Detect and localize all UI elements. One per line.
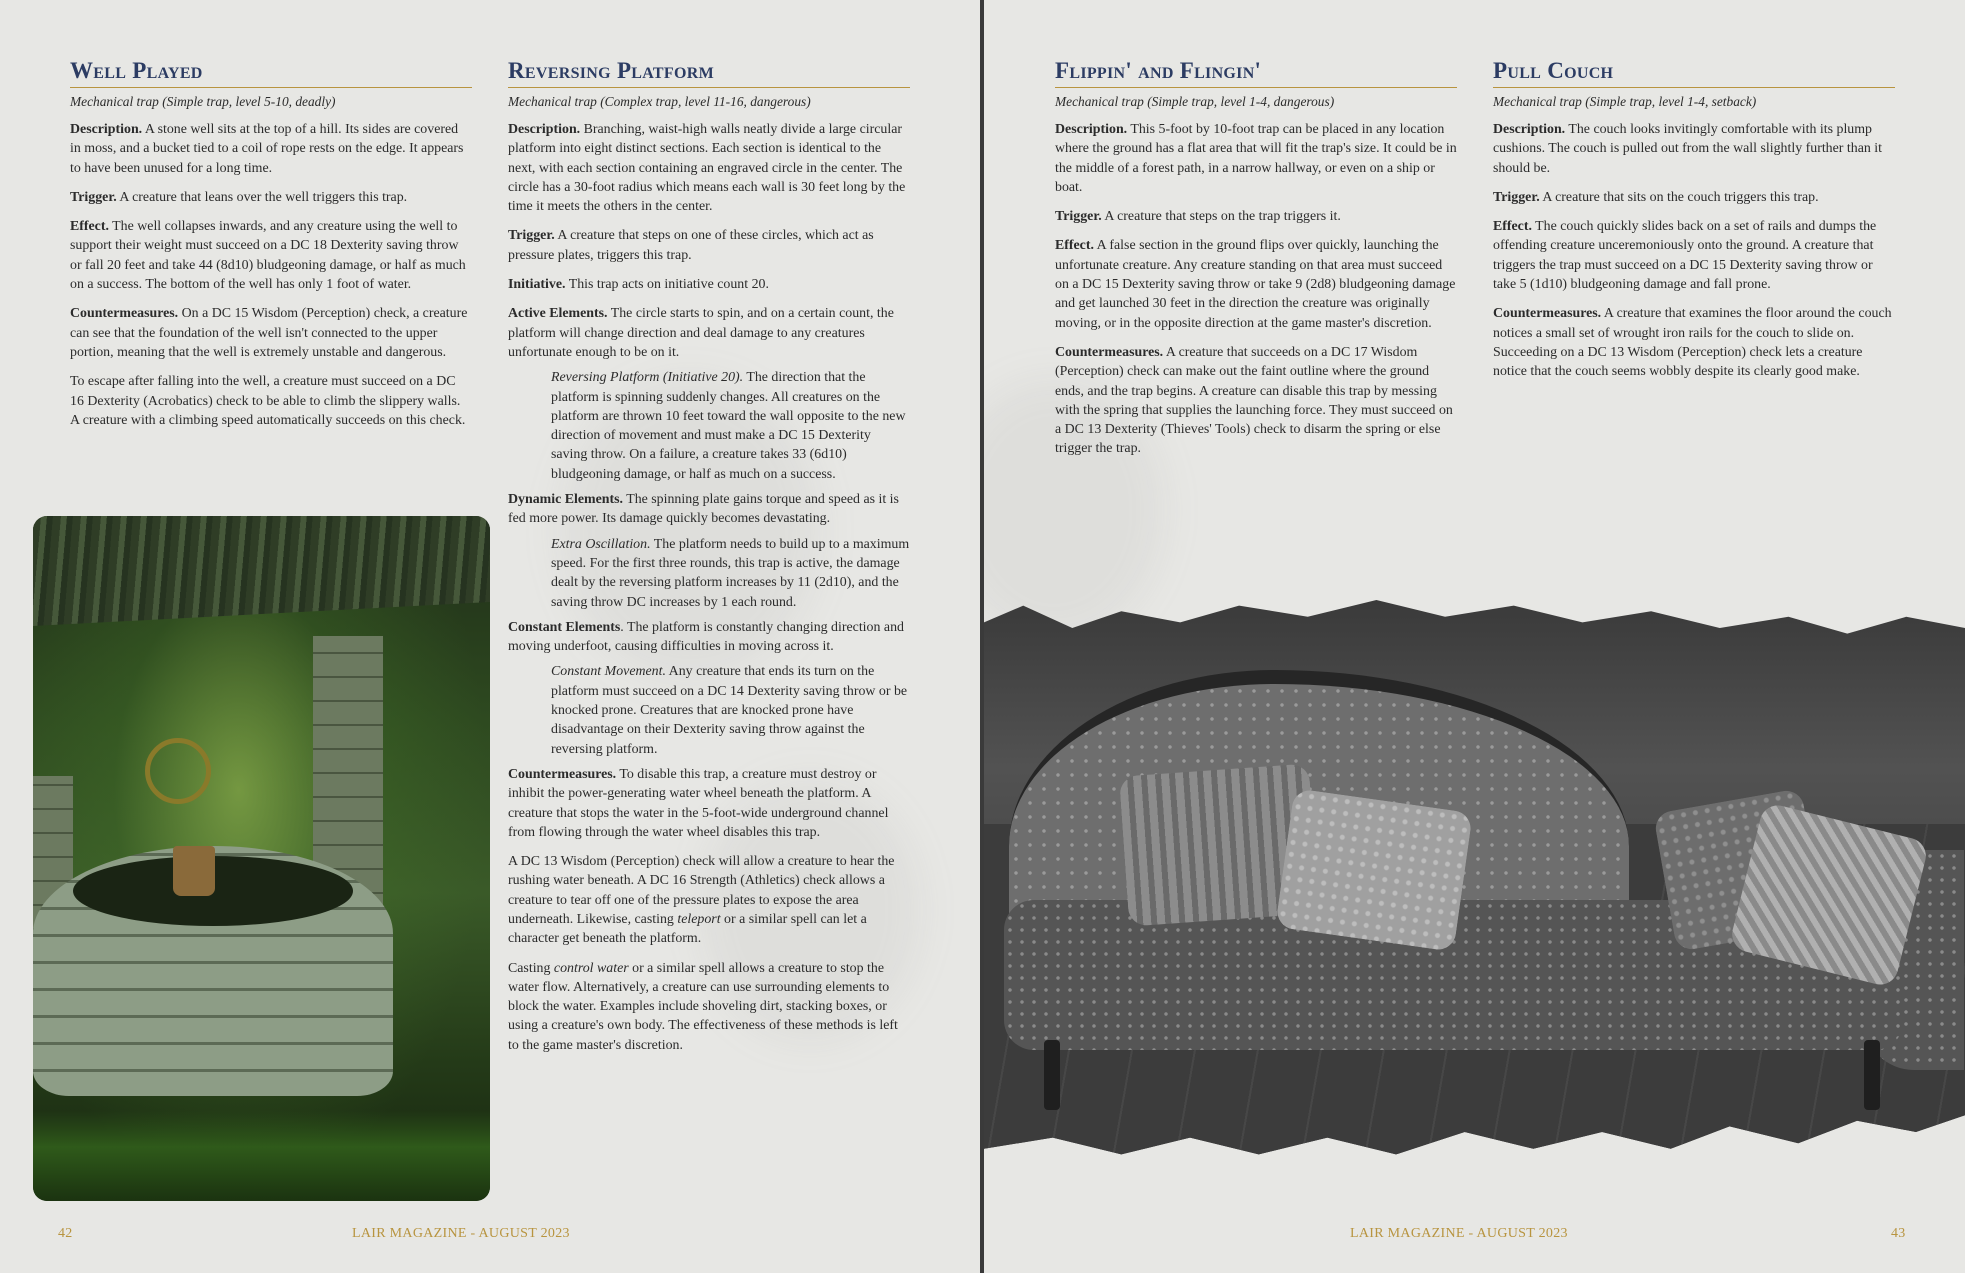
countermeasures-text: A creature that examines the floor around the couch notices a small set of wrought iron rails for the couch to slide on. Succeeding on a DC 13 Wisdom (Perception) check lets a creature notice that the couch seems wobbly despite its clearly good make. [1493, 306, 1892, 380]
well-bucket [173, 846, 215, 896]
couch-illustration [984, 600, 1965, 1160]
extra-oscillation-text: The platform needs to build up to a maximum speed. For the first three rounds, this trap is active, the damage dealt by the reversing platform increases by 11 (2d10), and the saving throw DC increases by 1 each round. [551, 536, 910, 610]
couch-leg [1044, 1040, 1060, 1110]
extra-oscillation-paragraph [551, 535, 910, 612]
description-label: Description. [70, 122, 143, 137]
reversing-platform-section [508, 58, 910, 1065]
description-paragraph [70, 120, 472, 178]
reversing-initiative-text: The direction that the platform is spinning suddenly changes. All creatures on the platform are thrown 10 feet toward the wall opposite to the new direction of movement and must make a DC 15 Dexterity saving throw. On a failure, a creature takes 33 (6d10) bludgeoning damage, or half as much on a success. [551, 370, 906, 482]
magazine-footer: LAIR MAGAZINE - AUGUST 2023 [352, 1226, 570, 1241]
effect-label: Effect. [1493, 219, 1532, 235]
effect-paragraph [1055, 236, 1457, 332]
constant-movement-text: Any creature that ends its turn on the platform must succeed on a DC 14 Dexterity saving throw or be knocked prone. Creatures that are knocked prone have disadvantage on their Dexterity saving throw against the reversing platform. [551, 664, 908, 757]
description-text: The couch looks invitingly comfortable with its plump cushions. The couch is pulled out from the wall slightly further than it should be. [1493, 122, 1882, 176]
countermeasures-text: A creature that succeeds on a DC 17 Wisdom (Perception) check can make out the faint outline where the ground ends, and the trap begins. A creature can disable this trap by messing with the spring that supplies the launching force. They must succeed on a DC 13 Dexterity (Thieves' Tools) check to disarm the spring or else trigger the trap. [1055, 344, 1453, 457]
well-roof [33, 516, 490, 626]
constant-movement-label: Constant Movement. [551, 664, 666, 680]
magazine-footer: LAIR MAGAZINE - AUGUST 2023 [1350, 1226, 1568, 1241]
countermeasures-text: To disable this trap, a creature must destroy or inhibit the power-generating water wheel beneath the platform. A creature that stops the water in the 5-foot-wide underground channel from flowing through the water wheel disables this trap. [508, 766, 889, 840]
description-paragraph [1055, 120, 1457, 197]
reversing-initiative-label: Reversing Platform (Initiative 20). [551, 370, 744, 386]
trigger-label: Trigger. [1055, 209, 1102, 225]
control-water-text: Casting [508, 960, 554, 976]
effect-label: Effect. [70, 219, 109, 235]
description-paragraph [508, 120, 910, 216]
well-pulley-wheel [145, 738, 211, 804]
description-text: A stone well sits at the top of a hill. Its sides are covered in moss, and a bucket tied to a coil of rope rests on the edge. It appears to have been unused for a long time. [70, 122, 464, 176]
pull-couch-section [1493, 58, 1895, 392]
countermeasures-label: Countermeasures. [508, 766, 617, 782]
well-illustration [33, 516, 490, 1201]
trigger-label: Trigger. [1493, 189, 1540, 205]
trigger-text: A creature that leans over the well triggers this trap. [116, 189, 408, 205]
section-title: Pull Couch [1493, 58, 1895, 88]
trigger-text: A creature that steps on the trap triggers it. [1101, 209, 1341, 225]
well-played-section [70, 58, 472, 440]
initiative-label: Initiative. [508, 277, 566, 293]
control-water-paragraph [508, 959, 910, 1055]
description-label: Description. [508, 122, 581, 137]
trigger-label: Trigger. [508, 228, 555, 244]
constant-elements-paragraph [508, 618, 910, 657]
effect-label: Effect. [1055, 238, 1094, 254]
description-paragraph [1493, 120, 1895, 178]
spell-name: control water [553, 960, 629, 976]
trigger-paragraph [1493, 188, 1895, 207]
countermeasures-paragraph [1493, 304, 1895, 381]
effect-text: A false section in the ground flips over quickly, launching the unfortunate creature. Any creature standing on that area must succeed on a DC 15 Dexterity saving throw or take 9 (2d8) bludgeoning damage and get launched 30 feet in the direction the creature was originally moving, or in the opposite direction at the game master's discretion. [1055, 238, 1456, 331]
trigger-text: A creature that steps on one of these circles, which act as pressure plates, triggers this trap. [508, 228, 874, 263]
trigger-paragraph [1055, 207, 1457, 226]
trigger-paragraph [508, 226, 910, 265]
countermeasures-label: Countermeasures. [70, 306, 179, 322]
reversing-initiative-paragraph [551, 368, 910, 484]
perception-text: A DC 13 Wisdom (Perception) check will allow a creature to hear the rushing water beneath. A DC 16 Strength (Athletics) check allows a creature to tear off one of the pressure plates to expose the area underneath. Likewise, casting [508, 854, 895, 927]
countermeasures-label: Countermeasures. [1055, 344, 1164, 360]
trigger-text: A creature that sits on the couch triggers this trap. [1539, 189, 1819, 205]
spell-name: teleport [677, 911, 721, 927]
dynamic-elements-label: Dynamic Elements. [508, 492, 623, 508]
dynamic-elements-paragraph [508, 490, 910, 529]
countermeasures-label: Countermeasures. [1493, 306, 1602, 322]
effect-paragraph [1493, 217, 1895, 294]
page-number: 42 [58, 1226, 73, 1241]
countermeasures-paragraph [508, 765, 910, 842]
description-label: Description. [1493, 122, 1566, 137]
section-title: Reversing Platform [508, 58, 910, 88]
couch-leg [1864, 1040, 1880, 1110]
section-title: Well Played [70, 58, 472, 88]
control-water-text-end: or a similar spell allows a creature to stop the water flow. Alternatively, a creature can use surrounding elements to block the water. Examples include shoveling dirt, stacking boxes, or using a creature's own body. The effectiveness of these methods is left to the game master's discretion. [508, 960, 898, 1053]
flippin-section [1055, 58, 1457, 469]
page-number: 43 [1891, 1226, 1906, 1241]
perception-paragraph [508, 852, 910, 948]
countermeasures-text: On a DC 15 Wisdom (Perception) check, a creature can see that the foundation of the well isn't connected to the upper portion, meaning that the well is extremely unstable and dangerous. [70, 306, 468, 360]
well-grass [33, 1111, 490, 1201]
dynamic-elements-text: The spinning plate gains torque and speed as it is fed more power. Its damage quickly becomes devastating. [508, 492, 899, 527]
initiative-paragraph [508, 275, 910, 294]
constant-elements-label: Constant Elements [508, 619, 621, 635]
trap-subtitle: Mechanical trap (Simple trap, level 1-4, setback) [1493, 94, 1757, 109]
trap-subtitle: Mechanical trap (Simple trap, level 1-4, dangerous) [1055, 94, 1335, 109]
perception-text-end: or a similar spell can let a character get beneath the platform. [508, 911, 867, 947]
constant-elements-text: . The platform is constantly changing direction and moving underfoot, causing difficulties in moving across it. [508, 619, 904, 655]
constant-movement-paragraph [551, 662, 910, 758]
description-text: Branching, waist-high walls neatly divide a large circular platform into eight distinct sections. Each section is identical to the next, with each section containing an engraved circle in the center. The circle has a 30-foot radius which means each wall is 30 feet long by the time it meets the others in the center. [508, 122, 906, 215]
effect-paragraph [70, 217, 472, 294]
active-elements-paragraph [508, 304, 910, 362]
escape-paragraph: To escape after falling into the well, a creature must succeed on a DC 16 Dexterity (Acrobatics) check to be able to climb the slippery walls. A creature with a climbing speed automatically succeeds on this check. [70, 374, 466, 428]
trigger-paragraph [70, 188, 472, 207]
countermeasures-paragraph [1055, 343, 1457, 459]
trigger-label: Trigger. [70, 189, 117, 205]
trap-subtitle: Mechanical trap (Simple trap, level 5-10, deadly) [70, 94, 336, 109]
effect-text: The couch quickly slides back on a set of rails and dumps the offending creature unceremoniously onto the ground. A creature that triggers the trap must succeed on a DC 15 Dexterity saving throw or take 5 (1d10) bludgeoning damage and fall prone. [1493, 219, 1877, 293]
active-elements-text: The circle starts to spin, and on a certain count, the platform will change direction and deal damage to any creatures unfortunate enough to be on it. [508, 306, 894, 360]
effect-text: The well collapses inwards, and any creature using the well to support their weight must succeed on a DC 18 Dexterity saving throw or fall 20 feet and take 44 (8d10) bludgeoning damage, or half as much on a success. The bottom of the well has only 1 foot of water. [70, 219, 466, 293]
description-label: Description. [1055, 122, 1128, 137]
trap-subtitle: Mechanical trap (Complex trap, level 11-16, dangerous) [508, 94, 811, 109]
section-title: Flippin' and Flingin' [1055, 58, 1457, 88]
countermeasures-paragraph [70, 304, 472, 362]
left-page [0, 0, 980, 1273]
floral-pillow [1275, 788, 1473, 952]
extra-oscillation-label: Extra Oscillation. [551, 536, 651, 552]
initiative-text: This trap acts on initiative count 20. [565, 277, 769, 293]
active-elements-label: Active Elements. [508, 306, 608, 322]
description-text: This 5-foot by 10-foot trap can be placed in any location where the ground has a flat area that will fit the trap's size. It could be in the middle of a forest path, in a narrow hallway, or even on a ship or boat. [1055, 122, 1457, 195]
